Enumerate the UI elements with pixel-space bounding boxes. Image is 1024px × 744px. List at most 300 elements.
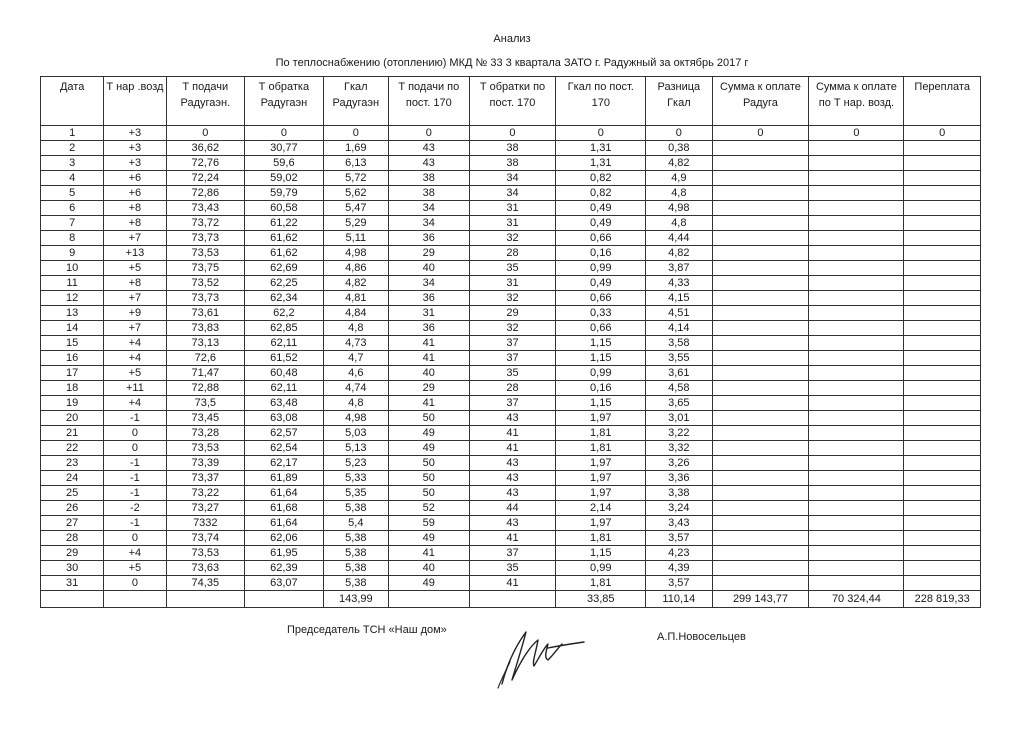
table-cell: 38 [469, 156, 556, 171]
total-empty-cell [469, 591, 556, 608]
table-cell: 0,66 [556, 321, 646, 336]
table-cell: 41 [388, 336, 469, 351]
table-cell [712, 306, 809, 321]
table-cell: 61,64 [245, 516, 324, 531]
column-header: Т подачи по пост. 170 [388, 77, 469, 126]
table-cell: 37 [469, 546, 556, 561]
table-cell: 23 [41, 456, 104, 471]
table-cell: 5,33 [323, 471, 388, 486]
table-cell: 62,34 [245, 291, 324, 306]
table-cell: +4 [104, 396, 166, 411]
table-cell: 73,72 [166, 216, 245, 231]
table-cell [809, 366, 904, 381]
table-cell: +3 [104, 141, 166, 156]
table-cell: 73,28 [166, 426, 245, 441]
table-cell: 4,44 [646, 231, 712, 246]
table-cell: 0,49 [556, 216, 646, 231]
table-cell: 41 [388, 396, 469, 411]
table-cell: 36 [388, 231, 469, 246]
table-cell [904, 561, 981, 576]
column-header: Гкал Радугаэн [323, 77, 388, 126]
table-cell: 41 [388, 546, 469, 561]
table-cell: 6,13 [323, 156, 388, 171]
table-cell [904, 261, 981, 276]
table-cell: 2,14 [556, 501, 646, 516]
table-row [41, 501, 981, 516]
total-diff: 110,14 [646, 591, 712, 608]
total-empty-cell [245, 591, 324, 608]
table-cell [809, 516, 904, 531]
table-cell [712, 141, 809, 156]
table-cell: 8 [41, 231, 104, 246]
table-cell [712, 171, 809, 186]
table-cell: 73,53 [166, 546, 245, 561]
table-cell: 32 [469, 231, 556, 246]
table-cell [904, 141, 981, 156]
table-cell: 0 [104, 426, 166, 441]
table-cell [809, 186, 904, 201]
table-row [41, 231, 981, 246]
table-cell: 14 [41, 321, 104, 336]
table-row [41, 291, 981, 306]
table-cell: 72,6 [166, 351, 245, 366]
table-cell: 59,79 [245, 186, 324, 201]
table-cell: 11 [41, 276, 104, 291]
table-cell: 15 [41, 336, 104, 351]
table-cell: 4,82 [646, 156, 712, 171]
table-cell: 5,11 [323, 231, 388, 246]
table-cell: 34 [388, 201, 469, 216]
table-cell [904, 516, 981, 531]
table-cell: 5,72 [323, 171, 388, 186]
table-cell: 49 [388, 576, 469, 591]
table-cell: 19 [41, 396, 104, 411]
table-cell: 73,5 [166, 396, 245, 411]
table-row [41, 516, 981, 531]
table-cell: 44 [469, 501, 556, 516]
table-cell [809, 351, 904, 366]
table-cell: 72,76 [166, 156, 245, 171]
table-cell: 5,47 [323, 201, 388, 216]
table-cell: 73,27 [166, 501, 245, 516]
table-cell [809, 231, 904, 246]
table-row [41, 546, 981, 561]
table-cell: 3,43 [646, 516, 712, 531]
table-cell: 3,24 [646, 501, 712, 516]
table-cell: 1,81 [556, 531, 646, 546]
table-cell: 18 [41, 381, 104, 396]
table-cell: 3,01 [646, 411, 712, 426]
table-cell: 37 [469, 336, 556, 351]
table-cell: +7 [104, 231, 166, 246]
table-cell: 52 [388, 501, 469, 516]
table-cell: 5,38 [323, 561, 388, 576]
table-cell: 30 [41, 561, 104, 576]
table-row [41, 366, 981, 381]
table-cell: +8 [104, 216, 166, 231]
table-cell [904, 321, 981, 336]
table-cell: 1,97 [556, 516, 646, 531]
table-cell: 1,97 [556, 456, 646, 471]
table-cell: 24 [41, 471, 104, 486]
table-row [41, 441, 981, 456]
table-row [41, 396, 981, 411]
document-title: Анализ [493, 33, 531, 45]
table-cell: 62,11 [245, 336, 324, 351]
table-cell: 3,55 [646, 351, 712, 366]
table-cell: 35 [469, 261, 556, 276]
table-cell [904, 531, 981, 546]
table-cell: 4,86 [323, 261, 388, 276]
table-row [41, 201, 981, 216]
table-cell [809, 411, 904, 426]
table-cell: 1,81 [556, 441, 646, 456]
table-cell [712, 186, 809, 201]
table-cell: 4,9 [646, 171, 712, 186]
table-cell: 16 [41, 351, 104, 366]
table-cell: 31 [41, 576, 104, 591]
table-cell: 3,38 [646, 486, 712, 501]
table-cell [904, 171, 981, 186]
table-cell [712, 276, 809, 291]
table-cell [809, 276, 904, 291]
table-cell [904, 351, 981, 366]
table-cell: 4,98 [646, 201, 712, 216]
table-cell: 35 [469, 561, 556, 576]
table-cell: 34 [388, 216, 469, 231]
table-cell [904, 396, 981, 411]
table-cell: 30,77 [245, 141, 324, 156]
table-cell [809, 471, 904, 486]
table-cell: 61,89 [245, 471, 324, 486]
table-cell: 73,37 [166, 471, 245, 486]
table-cell: +4 [104, 351, 166, 366]
table-cell: 4,7 [323, 351, 388, 366]
table-cell: 4,8 [646, 216, 712, 231]
table-cell: 3,58 [646, 336, 712, 351]
table-cell [809, 396, 904, 411]
table-cell: 4,33 [646, 276, 712, 291]
table-cell: 73,22 [166, 486, 245, 501]
table-cell [712, 531, 809, 546]
table-cell: 31 [388, 306, 469, 321]
table-cell: 1,97 [556, 486, 646, 501]
table-row [41, 156, 981, 171]
table-cell: +8 [104, 276, 166, 291]
table-cell: +4 [104, 336, 166, 351]
table-cell: 0 [104, 441, 166, 456]
table-cell: 73,73 [166, 231, 245, 246]
table-cell: 59,02 [245, 171, 324, 186]
table-cell [712, 366, 809, 381]
table-cell: 37 [469, 351, 556, 366]
table-cell: 4,98 [323, 246, 388, 261]
table-row [41, 186, 981, 201]
table-row [41, 216, 981, 231]
table-cell: 10 [41, 261, 104, 276]
table-cell [904, 291, 981, 306]
table-row [41, 411, 981, 426]
table-cell: 0 [646, 126, 712, 141]
table-row [41, 261, 981, 276]
chairman-label: Председатель ТСН «Наш дом» [287, 624, 447, 636]
table-cell: 9 [41, 246, 104, 261]
table-cell: 31 [469, 216, 556, 231]
table-body [41, 126, 981, 608]
table-cell: 71,47 [166, 366, 245, 381]
table-cell: 43 [388, 156, 469, 171]
table-cell [712, 321, 809, 336]
table-cell: 0,82 [556, 186, 646, 201]
table-cell: 0 [104, 576, 166, 591]
table-cell: 4,98 [323, 411, 388, 426]
table-cell: 43 [469, 471, 556, 486]
table-cell [809, 426, 904, 441]
table-cell: 34 [469, 171, 556, 186]
table-cell: 61,68 [245, 501, 324, 516]
table-cell: +4 [104, 546, 166, 561]
table-cell [712, 351, 809, 366]
table-cell: 27 [41, 516, 104, 531]
column-header: Т подачи Радугаэн. [166, 77, 245, 126]
table-cell: 12 [41, 291, 104, 306]
table-cell: 61,64 [245, 486, 324, 501]
total-sum-raduga: 299 143,77 [712, 591, 809, 608]
table-cell: 5,23 [323, 456, 388, 471]
table-cell [904, 576, 981, 591]
table-cell: 0 [104, 531, 166, 546]
total-empty-cell [388, 591, 469, 608]
table-cell: 35 [469, 366, 556, 381]
table-cell [712, 501, 809, 516]
table-row [41, 321, 981, 336]
table-cell: 36,62 [166, 141, 245, 156]
table-cell: 1,81 [556, 576, 646, 591]
table-cell [904, 216, 981, 231]
table-cell: 40 [388, 261, 469, 276]
table-cell: 62,17 [245, 456, 324, 471]
table-cell: 0 [388, 126, 469, 141]
table-row [41, 171, 981, 186]
table-cell [712, 576, 809, 591]
table-cell: 22 [41, 441, 104, 456]
table-cell: 43 [469, 486, 556, 501]
table-cell: 0,16 [556, 246, 646, 261]
table-cell: 72,86 [166, 186, 245, 201]
table-cell: 0,99 [556, 366, 646, 381]
column-header: Разница Гкал [646, 77, 712, 126]
table-cell [904, 336, 981, 351]
table-cell: 63,07 [245, 576, 324, 591]
column-header: Переплата [904, 77, 981, 126]
table-cell [904, 186, 981, 201]
total-gcal-170: 33,85 [556, 591, 646, 608]
table-cell: 59,6 [245, 156, 324, 171]
table-row [41, 471, 981, 486]
table-cell: 29 [388, 246, 469, 261]
table-cell: 3,32 [646, 441, 712, 456]
table-cell: 0,49 [556, 276, 646, 291]
table-cell: 4,14 [646, 321, 712, 336]
table-cell: +8 [104, 201, 166, 216]
table-cell: 4,8 [323, 396, 388, 411]
table-cell [904, 471, 981, 486]
table-cell: 2 [41, 141, 104, 156]
table-cell: +3 [104, 126, 166, 141]
table-cell [712, 441, 809, 456]
table-cell: +9 [104, 306, 166, 321]
table-cell: 4,82 [646, 246, 712, 261]
table-cell [809, 291, 904, 306]
table-cell: 3,26 [646, 456, 712, 471]
table-cell: 1 [41, 126, 104, 141]
table-cell: 3,57 [646, 531, 712, 546]
table-row [41, 426, 981, 441]
table-cell: 40 [388, 561, 469, 576]
table-cell: +7 [104, 321, 166, 336]
table-cell: 4,81 [323, 291, 388, 306]
table-cell: 0,16 [556, 381, 646, 396]
table-cell: 1,15 [556, 396, 646, 411]
table-cell: 41 [469, 441, 556, 456]
table-cell: 3,36 [646, 471, 712, 486]
table-cell: 3,22 [646, 426, 712, 441]
table-cell [712, 201, 809, 216]
table-cell: 72,88 [166, 381, 245, 396]
table-cell: 43 [388, 141, 469, 156]
table-cell [809, 336, 904, 351]
table-cell: +6 [104, 186, 166, 201]
table-cell: 3,61 [646, 366, 712, 381]
table-cell: 17 [41, 366, 104, 381]
table-cell: 4,6 [323, 366, 388, 381]
table-cell: 34 [469, 186, 556, 201]
table-cell: 20 [41, 411, 104, 426]
total-overpay: 228 819,33 [904, 591, 981, 608]
table-cell: +7 [104, 291, 166, 306]
table-cell [712, 471, 809, 486]
table-cell: 63,48 [245, 396, 324, 411]
table-cell: 73,75 [166, 261, 245, 276]
table-cell: 7 [41, 216, 104, 231]
table-cell: 43 [469, 516, 556, 531]
table-cell: 0 [809, 126, 904, 141]
table-cell: 5,35 [323, 486, 388, 501]
table-cell [712, 261, 809, 276]
table-row [41, 336, 981, 351]
table-cell: 3,87 [646, 261, 712, 276]
table-cell: 4,8 [323, 321, 388, 336]
table-row [41, 246, 981, 261]
document-subtitle: По теплоснабжению (отоплению) МКД № 33 3 квартала ЗАТО г. Радужный за октябрь 2017 г [275, 57, 749, 69]
table-cell: 43 [469, 456, 556, 471]
table-cell: 5,38 [323, 501, 388, 516]
table-cell: 3,57 [646, 576, 712, 591]
table-cell: 73,83 [166, 321, 245, 336]
table-cell: 74,35 [166, 576, 245, 591]
table-cell [712, 156, 809, 171]
table-row [41, 351, 981, 366]
table-cell: 73,39 [166, 456, 245, 471]
table-cell: 31 [469, 276, 556, 291]
table-cell [809, 306, 904, 321]
column-header: Сумма к оплате Радуга [712, 77, 809, 126]
table-cell: 59 [388, 516, 469, 531]
table-cell: 49 [388, 426, 469, 441]
table-cell: 1,31 [556, 156, 646, 171]
table-cell: +5 [104, 561, 166, 576]
table-cell: 61,95 [245, 546, 324, 561]
table-cell: -1 [104, 456, 166, 471]
table-cell: 37 [469, 396, 556, 411]
table-cell: 4,39 [646, 561, 712, 576]
table-cell: 0,49 [556, 201, 646, 216]
table-cell [712, 546, 809, 561]
table-cell: 29 [388, 381, 469, 396]
table-row [41, 576, 981, 591]
table-cell: 29 [41, 546, 104, 561]
table-cell: 38 [388, 171, 469, 186]
table-cell: 1,69 [323, 141, 388, 156]
table-cell: 41 [469, 576, 556, 591]
table-row [41, 456, 981, 471]
table-cell: +6 [104, 171, 166, 186]
analysis-table [40, 76, 981, 608]
table-cell: 73,43 [166, 201, 245, 216]
table-cell [809, 141, 904, 156]
table-cell: 0,99 [556, 261, 646, 276]
table-cell [904, 486, 981, 501]
table-cell: -1 [104, 516, 166, 531]
table-cell [904, 276, 981, 291]
table-row [41, 126, 981, 141]
table-cell [712, 231, 809, 246]
table-cell: 61,22 [245, 216, 324, 231]
table-cell: 62,69 [245, 261, 324, 276]
table-cell [809, 201, 904, 216]
table-cell: 5,29 [323, 216, 388, 231]
table-cell: 1,97 [556, 471, 646, 486]
table-cell: 0 [904, 126, 981, 141]
table-cell [712, 426, 809, 441]
table-cell: 62,25 [245, 276, 324, 291]
table-cell: 25 [41, 486, 104, 501]
table-cell: 1,81 [556, 426, 646, 441]
table-cell: 6 [41, 201, 104, 216]
table-row [41, 276, 981, 291]
table-cell: -1 [104, 411, 166, 426]
table-cell: 1,15 [556, 351, 646, 366]
table-cell: 4,15 [646, 291, 712, 306]
table-row [41, 486, 981, 501]
table-cell: 50 [388, 411, 469, 426]
table-cell [712, 336, 809, 351]
table-cell [904, 441, 981, 456]
table-cell [712, 246, 809, 261]
table-cell [809, 501, 904, 516]
table-cell: 1,15 [556, 546, 646, 561]
table-cell [712, 561, 809, 576]
table-cell [712, 291, 809, 306]
table-cell [809, 456, 904, 471]
table-cell [809, 156, 904, 171]
table-cell: -1 [104, 486, 166, 501]
table-cell: 62,54 [245, 441, 324, 456]
table-cell: 4,73 [323, 336, 388, 351]
table-cell: -1 [104, 471, 166, 486]
table-cell [809, 531, 904, 546]
table-cell: 62,11 [245, 381, 324, 396]
